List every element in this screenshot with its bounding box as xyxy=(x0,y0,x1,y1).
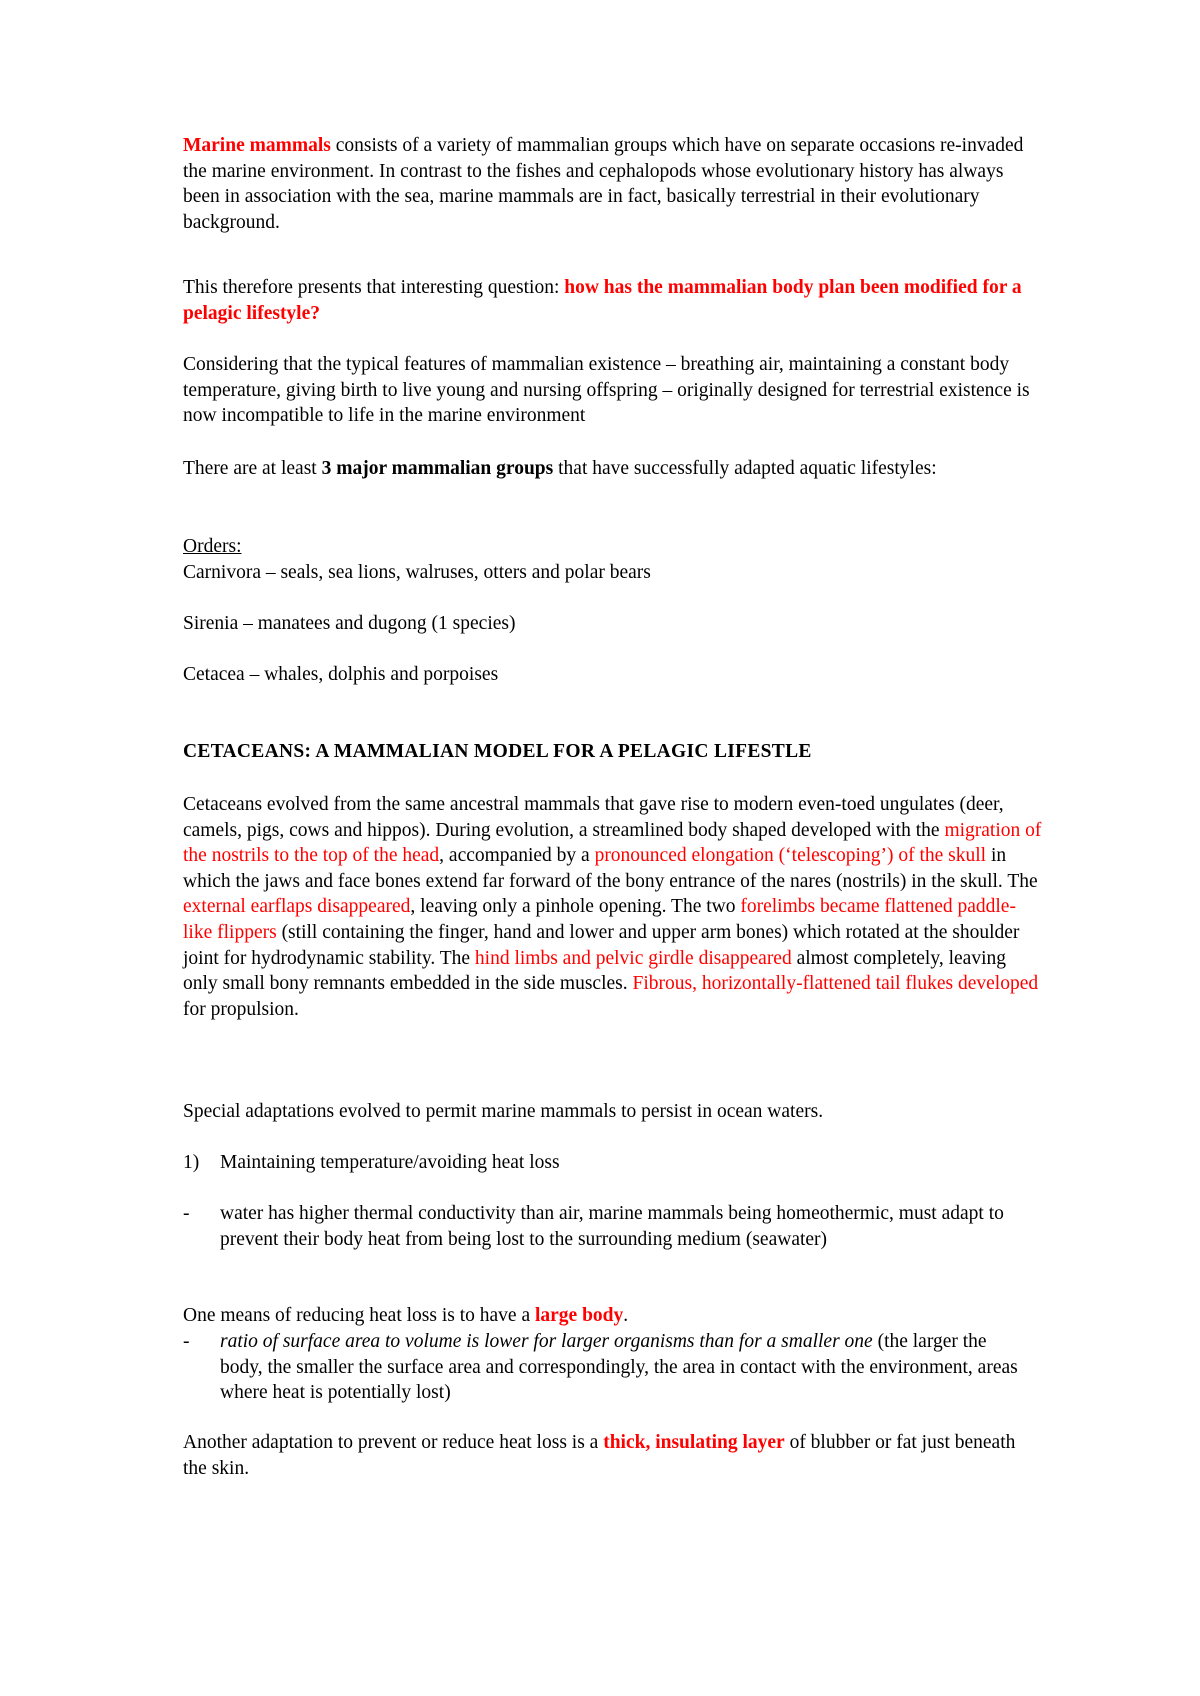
section-heading: CETACEANS: A MAMMALIAN MODEL FOR A PELAGIC LIFESTLE xyxy=(183,741,812,762)
groups-paragraph xyxy=(183,456,1043,482)
evo-text-5: (still containing the finger, hand and lower and upper arm bones) which rotated at the shoulder joint for hydrodynamic stability. The xyxy=(183,921,1020,969)
dash-text xyxy=(220,1329,1020,1406)
evo-text-7: for propulsion. xyxy=(183,998,299,1020)
numbered-item-1 xyxy=(183,1150,1043,1176)
dash-text: water has higher thermal conductivity than air, marine mammals being homeothermic, must adapt to prevent their body heat from being lost to the surrounding medium (seawater) xyxy=(220,1203,1004,1250)
evo-text-6: almost completely, leaving only small bony remnants embedded in the side muscles. xyxy=(183,947,1006,995)
question-lead: This therefore presents that interesting question: xyxy=(183,277,565,298)
groups-pre: There are at least xyxy=(183,458,322,479)
ratio-text: (the larger the body, the smaller the surface area and correspondingly, the area in contact with the environment, areas where heat is potentially lost) xyxy=(220,1331,1018,1404)
evo-text-1: Cetaceans evolved from the same ancestral mammals that gave rise to modern even-toed ungulates (deer, camels, pigs, cows and hippos). During evolution, a streamlined body shaped developed with the xyxy=(183,794,1004,841)
order-sirenia: Sirenia – manatees and dugong (1 species) xyxy=(183,613,516,634)
order-carnivora: Carnivora – seals, sea lions, walruses, otters and polar bears xyxy=(183,562,651,583)
key-question: how has the mammalian body plan been modified for a pelagic lifestyle? xyxy=(183,277,1022,324)
blubber-pre: Another adaptation to prevent or reduce heat loss is a xyxy=(183,1432,604,1453)
dash-marker: - xyxy=(183,1203,190,1224)
evo-highlight-hindlimbs: hind limbs and pelvic girdle disappeared xyxy=(474,947,792,969)
evo-highlight-flippers: forelimbs became flattened paddle-like flippers xyxy=(183,896,1016,943)
evo-highlight-skull: pronounced elongation (‘telescoping’) of the skull xyxy=(594,845,987,867)
item-number: 1) xyxy=(183,1152,200,1173)
orders-label xyxy=(183,534,1043,560)
features-text: Considering that the typical features of mammalian existence – breathing air, maintaining a constant body temperature, giving birth to live young and nursing offspring – originally designed for terrestrial existence is now incompatible to life in the marine environment xyxy=(183,354,1030,427)
evo-text-3: in which the jaws and face bones extend far forward of the bony entrance of the nares (nostrils) in the skull. The xyxy=(183,845,1038,892)
dash-item-conductivity xyxy=(183,1201,1043,1279)
evo-highlight-flukes: Fibrous, horizontally-flattened tail flukes developed xyxy=(632,973,1039,995)
blubber-post: of blubber or fat just beneath the skin. xyxy=(183,1432,1016,1479)
blubber-paragraph xyxy=(183,1430,1043,1481)
evo-text-2: , accompanied by a xyxy=(439,845,595,867)
ratio-italic: ratio of surface area to volume is lower for larger organisms than for a smaller one xyxy=(220,1331,873,1352)
orders-label-text: Orders: xyxy=(183,536,242,557)
intro-text: consists of a variety of mammalian groups which have on separate occasions re-invaded the marine environment. In contrast to the fishes and cephalopods whose evolutionary history has always been in association with the sea, marine mammals are in fact, basically terrestrial in their evolutionary background. xyxy=(183,135,1024,233)
evo-highlight-nostrils: migration of the nostrils to the top of the head xyxy=(183,819,1042,867)
large-body-paragraph xyxy=(183,1303,1043,1329)
marine-mammals-term: Marine mammals xyxy=(183,135,331,156)
blubber-term: thick, insulating layer xyxy=(603,1432,785,1453)
dash-item-ratio xyxy=(183,1329,1043,1407)
groups-count: 3 major mammalian groups xyxy=(321,458,554,479)
groups-post: that have successfully adapted aquatic lifestyles: xyxy=(553,458,937,479)
order-cetacea: Cetacea – whales, dolphis and porpoises xyxy=(183,664,499,685)
question-paragraph xyxy=(183,275,1043,326)
cetacean-evolution-paragraph xyxy=(183,792,1043,1022)
evo-highlight-earflaps: external earflaps disappeared xyxy=(183,896,411,918)
item-text: Maintaining temperature/avoiding heat loss xyxy=(220,1152,560,1173)
large-body-term: large body xyxy=(534,1305,624,1326)
dash-marker: - xyxy=(183,1331,190,1352)
large-body-post: . xyxy=(623,1305,629,1326)
evo-text-4: , leaving only a pinhole opening. The two xyxy=(410,896,741,918)
features-paragraph xyxy=(183,352,1043,429)
intro-paragraph xyxy=(183,133,1043,235)
large-body-pre: One means of reducing heat loss is to have a xyxy=(183,1305,535,1326)
special-adaptations-paragraph: Special adaptations evolved to permit marine mammals to persist in ocean waters. xyxy=(183,1101,824,1122)
